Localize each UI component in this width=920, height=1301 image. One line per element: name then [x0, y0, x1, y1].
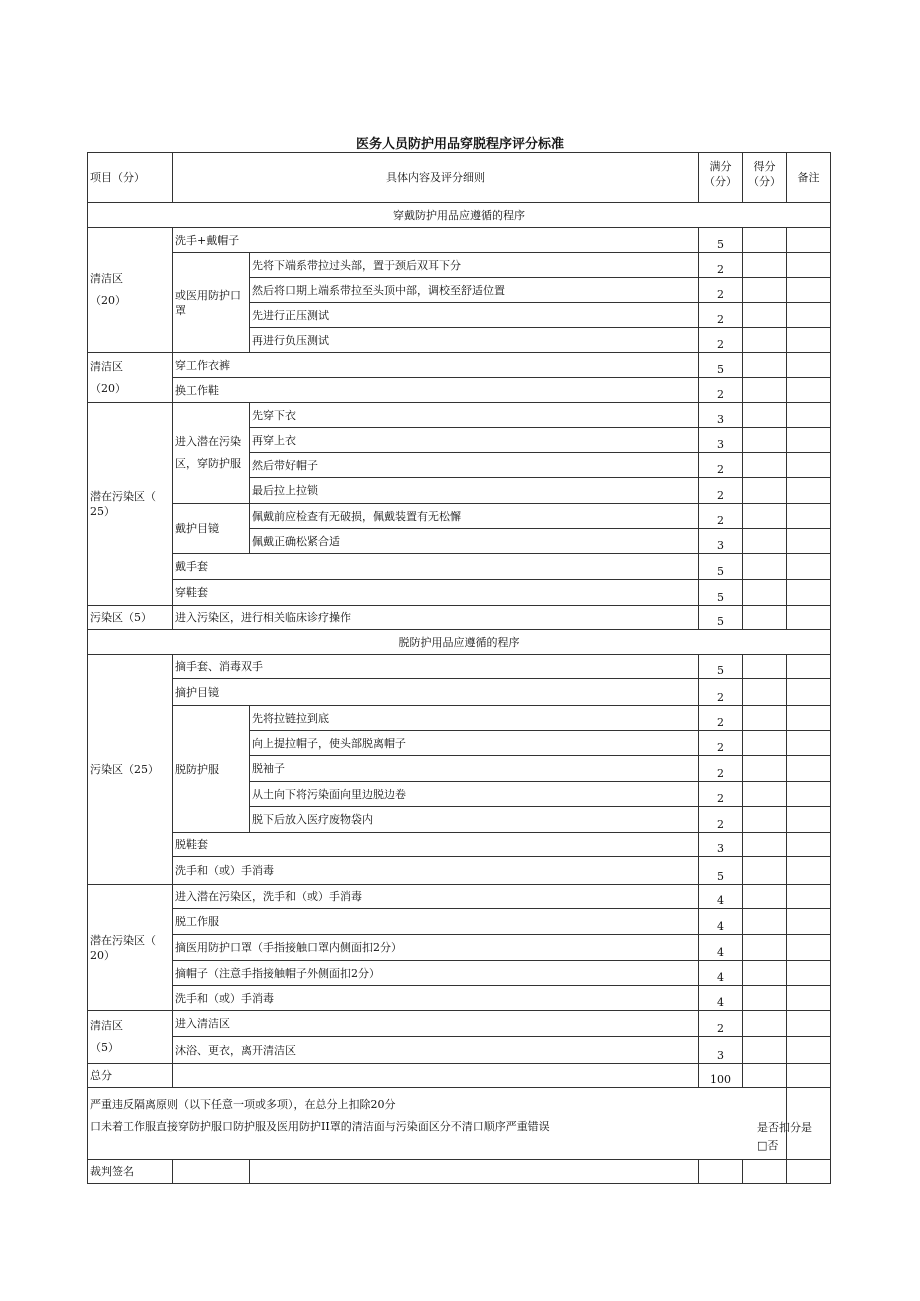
item-text: 从土向下将污染面向里边脱边卷	[250, 782, 699, 807]
item-text: 再穿上衣	[250, 428, 699, 453]
item-text: 佩戴前应检查有无破损，佩戴装置有无松懈	[250, 504, 699, 529]
item-text: 最后拉上拉锁	[250, 478, 699, 504]
score-input-cell[interactable]	[743, 554, 787, 580]
item-text: 摘手套、消毒双手	[173, 655, 699, 679]
signature-field[interactable]	[173, 1160, 250, 1184]
score-input-cell[interactable]	[743, 756, 787, 782]
signature-field-wide[interactable]	[250, 1160, 699, 1184]
score-input-cell[interactable]	[743, 1011, 787, 1037]
item-text: 再进行负压测试	[250, 328, 699, 353]
item-text: 洗手和（或）手消毒	[173, 857, 699, 885]
remark-cell[interactable]	[787, 833, 831, 857]
table-row	[88, 885, 831, 909]
item-text: 脱工作服	[173, 909, 699, 935]
remark-cell[interactable]	[787, 478, 831, 504]
area-cell	[88, 885, 173, 1011]
area-label: 潜在污染区（	[90, 933, 156, 947]
group-label: 或医用防护口罩	[173, 253, 250, 353]
item-text: 先进行正压测试	[250, 303, 699, 328]
item-text: 穿工作衣裤	[173, 353, 699, 378]
table-row	[88, 378, 831, 403]
item-text: 脱袖子	[250, 756, 699, 782]
item-text: 摘护目镜	[173, 679, 699, 706]
area-cell	[88, 403, 173, 606]
score-input-cell[interactable]	[743, 731, 787, 756]
table-row	[88, 961, 831, 986]
full-score-value: 4	[699, 935, 743, 961]
remark-cell[interactable]	[787, 278, 831, 303]
full-score-value: 3	[699, 1037, 743, 1064]
item-text: 摘医用防护口罩（手指接触口罩内侧面扣2分）	[173, 935, 699, 961]
score-input-cell[interactable]	[743, 403, 787, 428]
item-text: 脱鞋套	[173, 833, 699, 857]
full-score-value: 2	[699, 1011, 743, 1037]
remark-cell[interactable]	[787, 1064, 831, 1088]
full-score-value: 2	[699, 303, 743, 328]
remark-cell[interactable]	[787, 935, 831, 961]
score-input-cell[interactable]	[743, 378, 787, 403]
table-row	[88, 580, 831, 606]
table-row	[88, 935, 831, 961]
score-input-cell[interactable]	[743, 478, 787, 504]
full-score-value: 2	[699, 378, 743, 403]
remark-cell[interactable]	[787, 986, 831, 1011]
group-label: 脱防护服	[173, 706, 250, 833]
remark-cell[interactable]	[787, 706, 831, 731]
table-row	[88, 679, 831, 706]
item-text: 脱下后放入医疗废物袋内	[250, 807, 699, 833]
score-input-cell[interactable]	[743, 935, 787, 961]
item-text: 先穿下衣	[250, 403, 699, 428]
remark-cell[interactable]	[787, 504, 831, 529]
area-label: 潜在污染区（	[90, 490, 156, 503]
table-row	[88, 353, 831, 378]
remark-cell[interactable]	[787, 353, 831, 378]
scoring-table	[87, 152, 831, 1184]
score-input-cell[interactable]	[743, 504, 787, 529]
area-label: 污染区（25）	[88, 655, 173, 885]
score-input-cell[interactable]	[743, 782, 787, 807]
header-score	[743, 153, 787, 203]
header-score-line2: （分）	[748, 175, 781, 188]
area-points: 20）	[90, 948, 115, 962]
signature-label: 裁判签名	[88, 1160, 173, 1184]
section-row	[88, 203, 831, 228]
item-text: 进入潜在污染区，洗手和（或）手消毒	[173, 885, 699, 909]
remark-cell[interactable]	[787, 756, 831, 782]
table-row	[88, 655, 831, 679]
score-input-cell[interactable]	[743, 303, 787, 328]
full-score-value: 5	[699, 606, 743, 630]
full-score-value: 5	[699, 554, 743, 580]
header-content: 具体内容及评分细则	[173, 153, 699, 203]
score-input-cell[interactable]	[743, 278, 787, 303]
item-text: 进入清洁区	[173, 1011, 699, 1037]
remark-cell[interactable]	[787, 807, 831, 833]
area-cell	[88, 1011, 173, 1064]
item-text: 洗手+戴帽子	[173, 228, 699, 253]
remark-cell[interactable]	[787, 378, 831, 403]
table-row	[88, 1037, 831, 1064]
deduct-line1: 是否扣分是	[757, 1121, 812, 1134]
item-text: 换工作鞋	[173, 378, 699, 403]
score-input-cell[interactable]	[743, 353, 787, 378]
deduct-line2: □否	[757, 1139, 779, 1152]
area-points: 25）	[90, 505, 115, 518]
full-score-value: 5	[699, 580, 743, 606]
remark-cell[interactable]	[787, 253, 831, 278]
full-score-value: 2	[699, 807, 743, 833]
full-score-value: 2	[699, 706, 743, 731]
full-score-value: 2	[699, 478, 743, 504]
total-row	[88, 1064, 831, 1088]
full-score-value: 5	[699, 228, 743, 253]
score-input-cell[interactable]	[743, 807, 787, 833]
table-row	[88, 986, 831, 1011]
item-text: 洗手和（或）手消毒	[173, 986, 699, 1011]
remark-cell[interactable]	[787, 529, 831, 554]
remark-cell[interactable]	[787, 403, 831, 428]
penalty-row	[88, 1088, 831, 1160]
area-label: 清洁区	[90, 1019, 123, 1032]
remark-cell[interactable]	[787, 580, 831, 606]
full-score-value: 3	[699, 833, 743, 857]
remark-cell[interactable]	[787, 655, 831, 679]
penalty-text	[88, 1088, 787, 1160]
penalty-line2: 口未着工作服直接穿防护服口防护服及医用防护II罩的清洁面与污染面区分不清口顺序严重错误	[90, 1120, 550, 1133]
full-score-value: 4	[699, 986, 743, 1011]
area-label: 清洁区	[90, 359, 123, 373]
remark-cell[interactable]	[787, 1011, 831, 1037]
remark-cell[interactable]	[787, 961, 831, 986]
score-input-cell[interactable]	[743, 253, 787, 278]
signature-row	[88, 1160, 831, 1184]
full-score-value: 3	[699, 403, 743, 428]
table-row	[88, 909, 831, 935]
signature-extra-1[interactable]	[699, 1160, 743, 1184]
header-score-line1: 得分	[753, 160, 776, 173]
remark-cell[interactable]	[787, 857, 831, 885]
header-item: 项目（分）	[88, 153, 173, 203]
table-row	[88, 228, 831, 253]
table-row	[88, 1011, 831, 1037]
remark-cell[interactable]	[787, 606, 831, 630]
header-row	[88, 153, 831, 203]
remark-cell[interactable]	[787, 554, 831, 580]
remark-cell[interactable]	[787, 885, 831, 909]
full-score-value: 2	[699, 504, 743, 529]
full-score-value: 2	[699, 731, 743, 756]
remark-cell[interactable]	[787, 1037, 831, 1064]
remark-cell[interactable]	[787, 679, 831, 706]
full-score-value: 4	[699, 909, 743, 935]
remark-cell[interactable]	[787, 228, 831, 253]
full-score-value: 2	[699, 453, 743, 478]
group-label: 戴护目镜	[173, 504, 250, 554]
remark-cell[interactable]	[787, 303, 831, 328]
full-score-value: 3	[699, 428, 743, 453]
remark-cell[interactable]	[787, 453, 831, 478]
table-row	[88, 253, 831, 278]
total-label: 总分	[88, 1064, 173, 1088]
score-input-cell[interactable]	[743, 428, 787, 453]
item-text: 摘帽子（注意手指接触帽子外侧面扣2分）	[173, 961, 699, 986]
table-row	[88, 504, 831, 529]
section-don-title: 穿戴防护用品应遵循的程序	[88, 203, 831, 228]
score-input-cell[interactable]	[743, 1064, 787, 1088]
item-text: 进入污染区，进行相关临床诊疗操作	[173, 606, 699, 630]
remark-cell[interactable]	[787, 909, 831, 935]
penalty-line1: 严重违反隔离原则（以下任意一项或多项），在总分上扣除20分	[90, 1098, 396, 1111]
score-input-cell[interactable]	[743, 228, 787, 253]
table-row	[88, 833, 831, 857]
full-score-value: 2	[699, 253, 743, 278]
score-input-cell[interactable]	[743, 986, 787, 1011]
score-input-cell[interactable]	[743, 909, 787, 935]
section-doff-title: 脱防护用品应遵循的程序	[88, 630, 831, 655]
deduct-choice[interactable]	[757, 1088, 831, 1160]
table-row	[88, 554, 831, 580]
group-label: 进入潜在污染区，穿防护服	[173, 403, 250, 504]
section-row	[88, 630, 831, 655]
page-title: 医务人员防护用品穿脱程序评分标准	[355, 137, 564, 152]
score-input-cell[interactable]	[743, 885, 787, 909]
area-cell	[88, 228, 173, 353]
area-label: 污染区（5）	[88, 606, 173, 630]
full-score-value: 4	[699, 885, 743, 909]
full-score-value: 2	[699, 782, 743, 807]
item-text: 然后将口期上端系带拉至头顶中部，调校至舒适位置	[250, 278, 699, 303]
score-input-cell[interactable]	[743, 706, 787, 731]
full-score-value: 5	[699, 353, 743, 378]
score-input-cell[interactable]	[743, 857, 787, 885]
full-score-value: 5	[699, 857, 743, 885]
header-full-score-line2: （分）	[704, 175, 737, 188]
score-input-cell[interactable]	[743, 529, 787, 554]
remark-cell[interactable]	[787, 328, 831, 353]
score-input-cell[interactable]	[743, 679, 787, 706]
item-text: 先将拉链拉到底	[250, 706, 699, 731]
area-points: （20）	[90, 294, 126, 307]
area-points: （20）	[90, 381, 126, 395]
signature-extra-3[interactable]	[787, 1160, 831, 1184]
header-full-score-line1: 满分	[709, 160, 732, 173]
remark-cell[interactable]	[787, 782, 831, 807]
full-score-value: 2	[699, 278, 743, 303]
signature-extra-2[interactable]	[743, 1160, 787, 1184]
full-score-value: 2	[699, 679, 743, 706]
area-cell	[88, 353, 173, 403]
item-text: 穿鞋套	[173, 580, 699, 606]
table-row	[88, 857, 831, 885]
item-text: 戴手套	[173, 554, 699, 580]
score-input-cell[interactable]	[743, 328, 787, 353]
item-text: 然后带好帽子	[250, 453, 699, 478]
full-score-value: 3	[699, 529, 743, 554]
area-points: （5）	[90, 1041, 119, 1054]
total-score: 100	[699, 1064, 743, 1088]
score-input-cell[interactable]	[743, 1037, 787, 1064]
full-score-value: 2	[699, 756, 743, 782]
full-score-value: 2	[699, 328, 743, 353]
score-input-cell[interactable]	[743, 655, 787, 679]
item-text: 佩戴正确松紧合适	[250, 529, 699, 554]
item-text: 向上提拉帽子，使头部脱离帽子	[250, 731, 699, 756]
score-input-cell[interactable]	[743, 833, 787, 857]
remark-cell[interactable]	[787, 731, 831, 756]
item-text: 先将下端系带拉过头部，置于颈后双耳下分	[250, 253, 699, 278]
score-input-cell[interactable]	[743, 606, 787, 630]
full-score-value: 4	[699, 961, 743, 986]
item-text: 沐浴、更衣，离开清洁区	[173, 1037, 699, 1064]
table-row	[88, 403, 831, 428]
score-input-cell[interactable]	[743, 961, 787, 986]
header-full-score	[699, 153, 743, 203]
remark-cell[interactable]	[787, 428, 831, 453]
total-empty	[173, 1064, 699, 1088]
area-label: 清洁区	[90, 272, 123, 285]
table-row	[88, 706, 831, 731]
score-input-cell[interactable]	[743, 453, 787, 478]
full-score-value: 5	[699, 655, 743, 679]
table-row	[88, 606, 831, 630]
score-input-cell[interactable]	[743, 580, 787, 606]
header-remark: 备注	[787, 153, 831, 203]
